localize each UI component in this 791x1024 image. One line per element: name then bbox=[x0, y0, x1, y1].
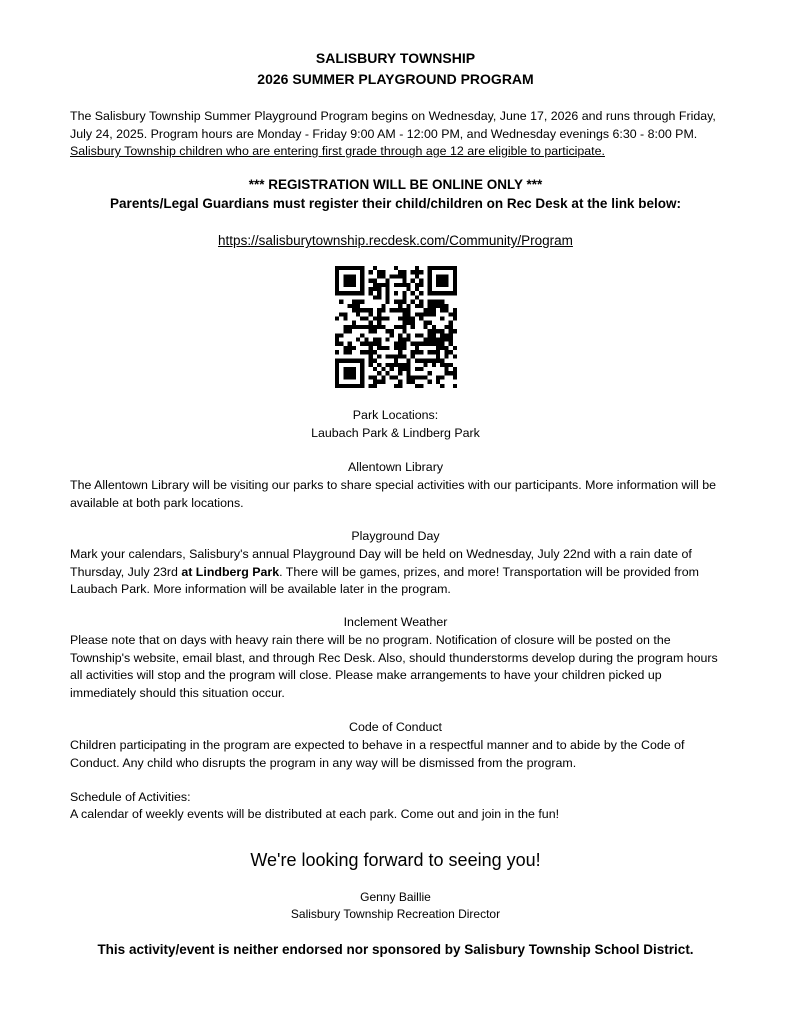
schedule-heading: Schedule of Activities: bbox=[70, 790, 191, 804]
weather-heading: Inclement Weather bbox=[343, 615, 448, 629]
conduct-text: Children participating in the program are expected to behave in a respectful manner and to abide by the Code of Conduct. Any child who disrupts the program in any way will be dismissed from the program. bbox=[70, 738, 685, 770]
intro-text: The Salisbury Township Summer Playground Program begins on Wednesday, June 17, 2026 and runs through Friday, July 24, 2025. Program hours are Monday - Friday 9:00 AM - 12:00 PM, and Wednesday evenings 6:30 - 8:00 PM. bbox=[70, 109, 716, 141]
playground-day-paragraph bbox=[70, 546, 722, 599]
playground-day-text-a: Mark your calendars, Salisbury's annual Playground Day will be held on Wednesday, July 22nd with a rain date of Thursday, July 23rd bbox=[70, 547, 692, 579]
director-name: Genny Baillie bbox=[360, 890, 431, 904]
page-title-line1: SALISBURY TOWNSHIP bbox=[315, 50, 476, 66]
registration-notice: *** REGISTRATION WILL BE ONLINE ONLY *** bbox=[248, 177, 543, 192]
playground-day-text-b: . There will be games, prizes, and more! Transportation will be provided from Laubach Park. More information will be available later in the program. bbox=[70, 564, 699, 596]
conduct-heading: Code of Conduct bbox=[349, 720, 442, 734]
registration-link[interactable]: https://salisburytownship.recdesk.com/Community/Program bbox=[218, 233, 573, 248]
closing-message: We're looking forward to seeing you! bbox=[250, 850, 541, 870]
parks-heading: Park Locations: bbox=[352, 408, 439, 422]
qr-code-icon[interactable] bbox=[335, 266, 457, 388]
parks-names: Laubach Park & Lindberg Park bbox=[311, 426, 480, 440]
library-text: The Allentown Library will be visiting our parks to share special activities with our participants. More information will be available at both park locations. bbox=[70, 478, 716, 510]
weather-text: Please note that on days with heavy rain there will be no program. Notification of closure will be posted on the Township's website, email blast, and through Rec Desk. Also, should thunderstorms develop during the program hours all activities will stop and the program will close. Please make arrangements to have your children picked up immediately should this situation occur. bbox=[70, 633, 718, 700]
playground-day-location: at Lindberg Park bbox=[181, 564, 280, 579]
eligibility-text: Salisbury Township children who are entering first grade through age 12 are eligible to participate. bbox=[70, 144, 605, 158]
schedule-text: A calendar of weekly events will be distributed at each park. Come out and join in the fun! bbox=[70, 807, 560, 821]
registration-link-wrap bbox=[0, 233, 791, 248]
director-role: Salisbury Township Recreation Director bbox=[290, 907, 501, 921]
playground-day-heading: Playground Day bbox=[351, 529, 440, 543]
registration-instruction: Parents/Legal Guardians must register their child/children on Rec Desk at the link below: bbox=[110, 196, 681, 211]
disclaimer: This activity/event is neither endorsed nor sponsored by Salisbury Township School District. bbox=[97, 942, 694, 957]
page-title-line2: 2026 SUMMER PLAYGROUND PROGRAM bbox=[257, 71, 534, 87]
library-heading: Allentown Library bbox=[347, 460, 444, 474]
intro-paragraph bbox=[70, 108, 722, 161]
